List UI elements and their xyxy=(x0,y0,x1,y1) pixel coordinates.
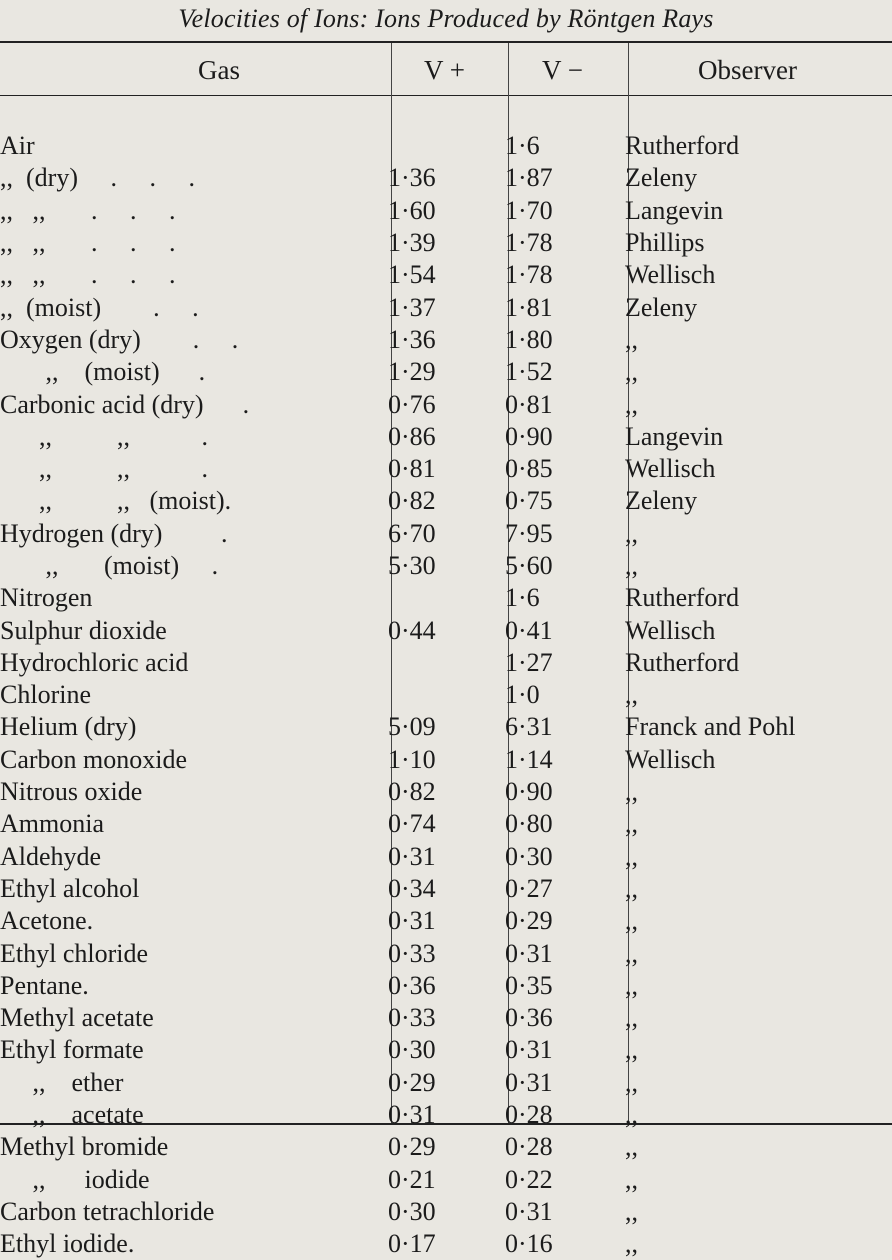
v-plus-cell: 0·82 xyxy=(388,486,436,516)
header-rule xyxy=(0,95,892,96)
v-minus-cell: 0·41 xyxy=(505,615,553,645)
v-plus-cell xyxy=(388,647,505,679)
table-row xyxy=(0,1067,892,1099)
v-minus-cell: 1·6 xyxy=(505,583,540,613)
v-minus-cell: 1·27 xyxy=(505,647,553,677)
table-row xyxy=(0,1099,892,1131)
v-minus-cell: 5·60 xyxy=(505,551,553,580)
gas-cell: ,, ,, (moist). xyxy=(0,486,232,516)
observer-cell: ,, xyxy=(625,1003,638,1033)
gas-cell: Hydrochloric acid xyxy=(0,647,189,677)
table-row xyxy=(0,195,892,227)
v-plus-cell xyxy=(388,679,505,711)
gas-cell: ,, ,, . . . xyxy=(0,260,176,290)
gas-cell: Nitrous oxide xyxy=(0,777,143,807)
gas-cell: Helium (dry) xyxy=(0,712,137,742)
v-plus-cell: 0·30 xyxy=(388,1196,436,1226)
table-row xyxy=(0,1164,892,1196)
table-row xyxy=(0,614,892,646)
observer-cell: Rutherford xyxy=(625,131,740,161)
v-plus-cell: 5·30 xyxy=(388,551,436,580)
observer-cell: Langevin xyxy=(625,421,724,451)
v-plus-cell: 0·74 xyxy=(388,809,436,839)
observer-cell: Rutherford xyxy=(625,647,740,677)
gas-cell: Sulphur dioxide xyxy=(0,615,167,645)
v-minus-cell: 0·35 xyxy=(505,970,553,1000)
v-plus-cell: 1·10 xyxy=(388,744,436,774)
observer-cell: Zeleny xyxy=(625,163,698,193)
gas-cell: ,, ,, . . . xyxy=(0,195,176,225)
observer-cell: Zeleny xyxy=(625,292,698,322)
gas-cell: Pentane. xyxy=(0,970,89,1000)
observer-cell: ,, xyxy=(625,841,638,871)
v-minus-cell: 0·31 xyxy=(505,1035,553,1065)
table-row xyxy=(0,421,892,453)
table-row xyxy=(0,841,892,873)
table-row xyxy=(0,356,892,388)
gas-cell: ,, (moist) . xyxy=(0,357,206,387)
top-rule xyxy=(0,41,892,43)
v-plus-cell: 6·70 xyxy=(388,518,436,548)
table-row xyxy=(0,679,892,711)
v-plus-cell: 0·36 xyxy=(388,970,436,1000)
v-minus-cell: 1·80 xyxy=(505,324,553,354)
gas-cell: Air xyxy=(0,131,35,161)
observer-cell: ,, xyxy=(625,1100,638,1130)
observer-cell: ,, xyxy=(625,777,638,807)
v-minus-cell: 7·95 xyxy=(505,518,553,548)
observer-cell: Langevin xyxy=(625,195,724,225)
table-row xyxy=(0,453,892,485)
gas-cell: Methyl acetate xyxy=(0,1003,154,1033)
gas-cell: Nitrogen xyxy=(0,583,93,613)
observer-cell: Wellisch xyxy=(625,260,716,290)
gas-cell: ,, (dry) . . . xyxy=(0,163,195,193)
observer-cell: ,, xyxy=(625,970,638,1000)
gas-cell: ,, ,, . xyxy=(0,454,208,484)
table-row xyxy=(0,1196,892,1228)
table-row xyxy=(0,324,892,356)
v-plus-cell: 0·31 xyxy=(388,1100,436,1130)
v-minus-cell: 0·28 xyxy=(505,1100,553,1130)
table-row xyxy=(0,970,892,1002)
v-plus-cell: 1·29 xyxy=(388,357,436,387)
observer-cell: ,, xyxy=(625,357,638,387)
observer-cell: ,, xyxy=(625,1132,638,1162)
v-minus-cell: 0·90 xyxy=(505,421,553,451)
gas-cell: Ethyl formate xyxy=(0,1035,144,1065)
v-minus-cell: 0·90 xyxy=(505,777,553,807)
v-minus-cell: 0·85 xyxy=(505,454,553,484)
v-plus-cell: 0·34 xyxy=(388,873,436,903)
observer-cell: ,, xyxy=(625,680,638,710)
v-plus-cell: 0·29 xyxy=(388,1067,436,1097)
observer-cell: ,, xyxy=(625,551,638,580)
observer-cell: ,, xyxy=(625,906,638,936)
gas-cell: Ammonia xyxy=(0,809,104,839)
v-plus-cell: 1·39 xyxy=(388,228,436,258)
v-minus-cell: 0·81 xyxy=(505,389,553,419)
gas-cell: Ethyl chloride xyxy=(0,938,149,968)
v-minus-cell: 1·78 xyxy=(505,228,553,258)
v-minus-cell: 0·75 xyxy=(505,486,553,516)
ion-velocity-table xyxy=(0,130,892,1260)
gas-cell: Hydrogen (dry) . xyxy=(0,518,228,548)
observer-cell: ,, xyxy=(625,938,638,968)
table-row xyxy=(0,937,892,969)
v-minus-cell: 0·27 xyxy=(505,873,553,903)
table-row xyxy=(0,130,892,162)
table-row xyxy=(0,291,892,323)
gas-cell: Ethyl iodide. xyxy=(0,1229,135,1259)
table-row xyxy=(0,582,892,614)
observer-cell: Wellisch xyxy=(625,744,716,774)
observer-cell: ,, xyxy=(625,1229,638,1259)
table-row xyxy=(0,388,892,420)
v-minus-cell: 1·0 xyxy=(505,680,540,710)
gas-cell: ,, (moist) . . xyxy=(0,292,199,322)
gas-cell: ,, ether xyxy=(0,1067,124,1097)
v-minus-cell: 0·31 xyxy=(505,938,553,968)
v-plus-cell: 1·36 xyxy=(388,324,436,354)
table-row xyxy=(0,550,892,582)
table-row xyxy=(0,227,892,259)
observer-cell: Franck and Pohl xyxy=(625,712,796,742)
table-row xyxy=(0,1131,892,1163)
gas-cell: Carbon monoxide xyxy=(0,744,188,774)
gas-cell: ,, ,, . . . xyxy=(0,228,176,258)
observer-cell: Zeleny xyxy=(625,486,698,516)
observer-cell: ,, xyxy=(625,389,638,419)
header-observer: Observer xyxy=(698,55,797,85)
gas-cell: Methyl bromide xyxy=(0,1132,169,1162)
v-plus-cell: 1·60 xyxy=(388,195,436,225)
gas-cell: ,, ,, . xyxy=(0,421,208,451)
table-row xyxy=(0,808,892,840)
v-minus-cell: 0·30 xyxy=(505,841,553,871)
table-row xyxy=(0,518,892,550)
v-plus-cell: 0·31 xyxy=(388,841,436,871)
v-minus-cell: 1·6 xyxy=(505,131,540,161)
gas-cell: Ethyl alcohol xyxy=(0,873,140,903)
v-plus-cell: 0·17 xyxy=(388,1229,436,1259)
v-plus-cell: 1·36 xyxy=(388,163,436,193)
observer-cell: Wellisch xyxy=(625,615,716,645)
table-row xyxy=(0,647,892,679)
observer-cell: ,, xyxy=(625,809,638,839)
v-plus-cell: 0·33 xyxy=(388,1003,436,1033)
v-minus-cell: 0·80 xyxy=(505,809,553,839)
table-row xyxy=(0,259,892,291)
table-row xyxy=(0,485,892,517)
gas-cell: Carbonic acid (dry) . xyxy=(0,389,250,419)
gas-cell: ,, (moist) . xyxy=(0,551,219,580)
v-minus-cell: 1·14 xyxy=(505,744,553,774)
gas-cell: Acetone. xyxy=(0,906,94,936)
v-plus-cell: 1·54 xyxy=(388,260,436,290)
table-title: Velocities of Ions: Ions Produced by Röntgen Rays xyxy=(178,4,714,33)
table-row xyxy=(0,776,892,808)
v-plus-cell xyxy=(388,130,505,162)
v-plus-cell: 0·31 xyxy=(388,906,436,936)
table-row xyxy=(0,1228,892,1260)
v-minus-cell: 0·28 xyxy=(505,1132,553,1162)
v-minus-cell: 0·22 xyxy=(505,1164,553,1194)
table-row xyxy=(0,162,892,194)
table-row xyxy=(0,1002,892,1034)
gas-cell: Aldehyde xyxy=(0,841,102,871)
v-plus-cell: 0·76 xyxy=(388,389,436,419)
v-minus-cell: 1·81 xyxy=(505,292,553,322)
v-minus-cell: 1·78 xyxy=(505,260,553,290)
v-minus-cell: 0·29 xyxy=(505,906,553,936)
observer-cell: ,, xyxy=(625,873,638,903)
gas-cell: Carbon tetrachloride xyxy=(0,1196,215,1226)
table-row xyxy=(0,744,892,776)
header-gas: Gas xyxy=(198,55,240,85)
gas-cell: Oxygen (dry) . . xyxy=(0,324,239,354)
v-plus-cell xyxy=(388,582,505,614)
v-plus-cell: 0·30 xyxy=(388,1035,436,1065)
table-row xyxy=(0,905,892,937)
observer-cell: ,, xyxy=(625,1164,638,1194)
v-plus-cell: 0·44 xyxy=(388,615,436,645)
observer-cell: Rutherford xyxy=(625,583,740,613)
v-minus-cell: 1·87 xyxy=(505,163,553,193)
gas-cell: ,, iodide xyxy=(0,1164,150,1194)
observer-cell: ,, xyxy=(625,324,638,354)
observer-cell: ,, xyxy=(625,1196,638,1226)
table-row xyxy=(0,1034,892,1066)
observer-cell: Phillips xyxy=(625,228,705,258)
v-plus-cell: 0·21 xyxy=(388,1164,436,1194)
v-plus-cell: 0·82 xyxy=(388,777,436,807)
v-minus-cell: 0·31 xyxy=(505,1067,553,1097)
table-row xyxy=(0,711,892,743)
header-v-plus: V + xyxy=(424,55,465,85)
v-plus-cell: 0·29 xyxy=(388,1132,436,1162)
v-minus-cell: 1·70 xyxy=(505,195,553,225)
v-minus-cell: 6·31 xyxy=(505,712,553,742)
observer-cell: ,, xyxy=(625,518,638,548)
v-plus-cell: 0·33 xyxy=(388,938,436,968)
observer-cell: ,, xyxy=(625,1067,638,1097)
v-plus-cell: 1·37 xyxy=(388,292,436,322)
observer-cell: Wellisch xyxy=(625,454,716,484)
observer-cell: ,, xyxy=(625,1035,638,1065)
v-plus-cell: 0·86 xyxy=(388,421,436,451)
gas-cell: Chlorine xyxy=(0,680,91,710)
v-plus-cell: 0·81 xyxy=(388,454,436,484)
v-plus-cell: 5·09 xyxy=(388,712,436,742)
v-minus-cell: 0·36 xyxy=(505,1003,553,1033)
table-row xyxy=(0,873,892,905)
header-v-minus: V − xyxy=(542,55,583,85)
gas-cell: ,, acetate xyxy=(0,1100,144,1130)
v-minus-cell: 0·16 xyxy=(505,1229,553,1259)
v-minus-cell: 0·31 xyxy=(505,1196,553,1226)
v-minus-cell: 1·52 xyxy=(505,357,553,387)
